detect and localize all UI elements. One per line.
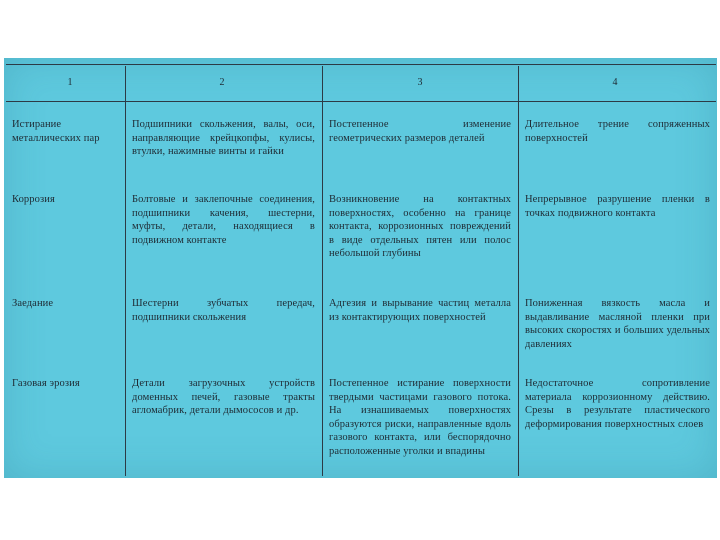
column-divider-3 — [518, 66, 519, 476]
column-header: 1 — [67, 77, 73, 88]
column-header: 2 — [219, 77, 225, 88]
table-cell-causes: Пониженная вязкость масла и выдавливание масляной пленки при высоких скоростях и больших удельных давлениях — [525, 298, 710, 350]
table-cell-type: Истирание металлических пар — [12, 119, 100, 144]
table-cell-signs: Постепенное изменение геометрических размеров деталей — [329, 119, 511, 144]
table-cell-signs: Адгезия и вырывание частиц металла из контактирующих поверхностей — [329, 298, 511, 323]
column-divider-1 — [125, 66, 126, 476]
table-top-rule — [6, 64, 716, 65]
column-divider-2 — [322, 66, 323, 476]
table-cell-causes: Недостаточное сопротивление материала коррозионному действию. Срезы в результате пластического деформирования поверхностных слоев — [525, 378, 710, 430]
table-cell-signs: Постепенное истирание поверхности твердыми частицами газового потока. На изнашиваемых поверхностях образуются риски, направленные вдоль газового контакта, или беспорядочно расположенные уголки и впадины — [329, 378, 511, 457]
table-cell-signs: Возникновение на контактных поверхностях, особенно на границе контакта, коррозионных повреждений в виде отдельных пятен или полос небольшой глубины — [329, 194, 511, 259]
header-bottom-rule — [6, 101, 716, 102]
table-cell-objects: Болтовые и заклепочные соединения, подшипники качения, шестерни, муфты, детали, находящиеся в подвижном контакте — [132, 194, 315, 246]
column-header: 4 — [612, 77, 618, 88]
column-header: 3 — [417, 77, 423, 88]
table-cell-causes: Длительное трение сопряженных поверхностей — [525, 119, 710, 144]
table-cell-causes: Непрерывное разрушение пленки в точках подвижного контакта — [525, 194, 710, 219]
table-cell-objects: Подшипники скольжения, валы, оси, направляющие крейцкопфы, кулисы, втулки, нажимные винты и гайки — [132, 119, 315, 157]
table-cell-type: Коррозия — [12, 194, 55, 205]
table-cell-objects: Шестерни зубчатых передач, подшипники скольжения — [132, 298, 315, 323]
table-cell-type: Заедание — [12, 298, 54, 309]
table-cell-objects: Детали загрузочных устройств доменных печей, газовые тракты агломабрик, детали дымососов и др. — [132, 378, 315, 416]
table-cell-type: Газовая эрозия — [12, 378, 80, 389]
